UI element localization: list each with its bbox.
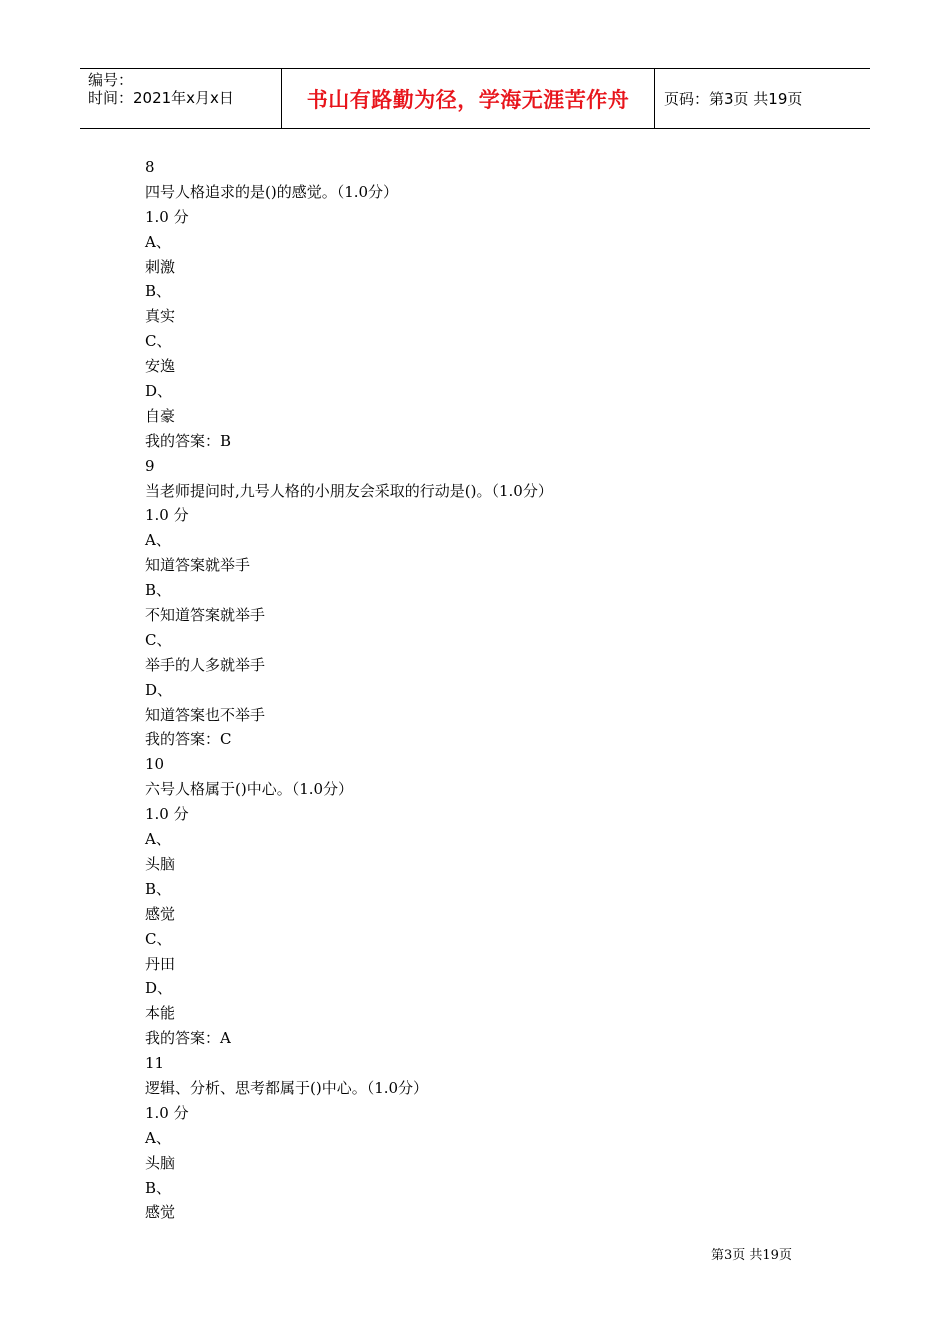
content-line: D、 (145, 680, 173, 699)
question-content (145, 155, 825, 1225)
content-line: 我的答案：A (145, 1029, 231, 1048)
content-line: C、 (145, 929, 172, 948)
content-line: 自豪 (145, 406, 176, 425)
number-label: 编号： (88, 71, 134, 89)
content-line: A、 (145, 1128, 171, 1147)
content-line: 10 (145, 755, 165, 774)
content-line: C、 (145, 332, 172, 351)
content-line: 知道答案就举手 (145, 556, 251, 575)
content-line: 感觉 (145, 904, 176, 923)
content-line: B、 (145, 1178, 172, 1197)
content-line: 感觉 (145, 1203, 176, 1222)
page-footer: 第3页 共19页 (711, 1248, 792, 1263)
content-line: 丹田 (145, 954, 176, 973)
content-line: 8 (145, 158, 155, 176)
content-line: 四号人格追求的是()的感觉。（1.0分） (145, 182, 399, 201)
content-line: B、 (145, 581, 172, 600)
content-line: 举手的人多就举手 (145, 655, 266, 674)
content-line: 逻辑、分析、思考都属于()中心。（1.0分） (145, 1078, 429, 1097)
content-line: A、 (145, 531, 171, 550)
content-line: 头脑 (145, 854, 176, 873)
content-line: 刺激 (145, 257, 176, 276)
content-line: 当老师提问时,九号人格的小朋友会采取的行动是()。（1.0分） (145, 481, 553, 500)
content-line: 六号人格属于()中心。（1.0分） (145, 780, 354, 799)
content-line: 不知道答案就举手 (145, 606, 266, 625)
content-line: 头脑 (145, 1153, 176, 1172)
content-line: 安逸 (145, 357, 176, 376)
content-line: 本能 (145, 1004, 176, 1023)
content-line: 我的答案：C (145, 730, 232, 749)
header-motto: 书山有路勤为径，学海无涯苦作舟 (282, 69, 655, 128)
content-line: 9 (145, 456, 155, 475)
header-meta-cell (80, 69, 282, 128)
page-header (80, 68, 870, 129)
content-line: 真实 (145, 307, 176, 326)
content-line: 知道答案也不举手 (145, 705, 266, 724)
content-line: 1.0 分 (145, 805, 189, 824)
content-line: 11 (145, 1054, 165, 1073)
content-line: D、 (145, 979, 173, 998)
content-line: A、 (145, 232, 171, 251)
date-label: 时间：2021年x月x日 (88, 89, 234, 107)
content-line: 1.0 分 (145, 506, 189, 525)
content-line: 1.0 分 (145, 207, 189, 226)
content-line: D、 (145, 382, 173, 401)
content-line: 我的答案：B (145, 431, 232, 450)
content-line: 1.0 分 (145, 1103, 189, 1122)
header-page-info: 页码：第3页 共19页 (664, 90, 803, 108)
content-line: A、 (145, 830, 171, 849)
content-line: C、 (145, 630, 172, 649)
content-line: B、 (145, 282, 172, 301)
content-line: B、 (145, 879, 172, 898)
